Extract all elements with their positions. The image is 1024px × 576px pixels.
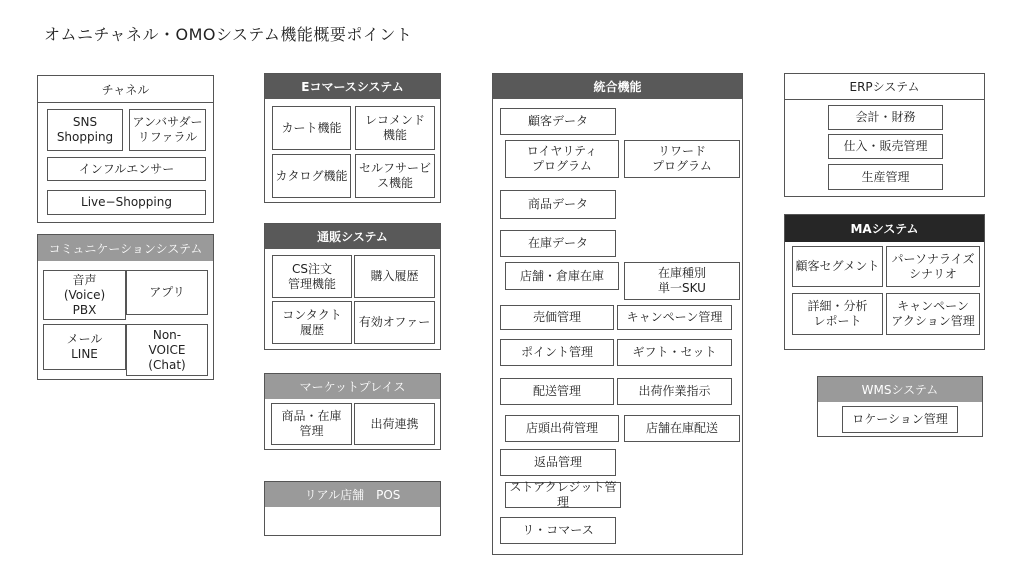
ecommerce-item-recommend: レコメンド 機能 — [355, 106, 435, 150]
integration-item-delivery-management: 配送管理 — [500, 378, 614, 405]
mailorder-panel — [264, 223, 441, 350]
integration-header: 統合機能 — [493, 74, 742, 99]
ma-panel — [784, 214, 985, 350]
marketplace-panel — [264, 373, 441, 450]
integration-item-store-shipping: 店頭出荷管理 — [505, 415, 619, 442]
erp-header: ERPシステム — [785, 74, 984, 100]
integration-item-loyalty-program: ロイヤリティ プログラム — [505, 140, 619, 178]
integration-item-store-credit: ストアクレジット管理 — [505, 482, 621, 508]
pos-header: リアル店舗 POS — [265, 482, 440, 507]
erp-item-purchase-sales: 仕入・販売管理 — [828, 134, 943, 159]
ma-item-analysis-report: 詳細・分析 レポート — [792, 293, 883, 335]
communication-item-voice-pbx: 音声 (Voice) PBX — [43, 270, 126, 320]
integration-item-customer-data: 顧客データ — [500, 108, 616, 135]
integration-item-campaign-management: キャンペーン管理 — [617, 305, 732, 330]
integration-item-stock-data: 在庫データ — [500, 230, 616, 257]
ecommerce-panel — [264, 73, 441, 203]
integration-item-shipping-instruction: 出荷作業指示 — [617, 378, 732, 405]
integration-panel — [492, 73, 743, 555]
channel-item-influencer: インフルエンサー — [47, 157, 206, 181]
ecommerce-item-catalog: カタログ機能 — [272, 154, 351, 198]
integration-item-point-management: ポイント管理 — [500, 339, 614, 366]
channel-header: チャネル — [38, 76, 213, 103]
ma-item-personalize-scenario: パーソナライズ シナリオ — [886, 246, 980, 287]
integration-item-reward-program: リワード プログラム — [624, 140, 740, 178]
communication-item-non-voice: Non- VOICE (Chat) — [126, 324, 208, 376]
integration-item-price-management: 売価管理 — [500, 305, 614, 330]
mailorder-item-valid-offer: 有効オファー — [354, 301, 435, 344]
communication-item-app: アプリ — [126, 270, 208, 315]
integration-item-product-data: 商品データ — [500, 190, 616, 219]
communication-header: コミュニケーションシステム — [38, 235, 213, 261]
integration-item-recommerce: リ・コマース — [500, 517, 616, 544]
mailorder-header: 通販システム — [265, 224, 440, 249]
erp-item-accounting: 会計・財務 — [828, 105, 943, 130]
erp-item-production: 生産管理 — [828, 164, 943, 190]
wms-item-location: ロケーション管理 — [842, 406, 958, 433]
ecommerce-item-cart: カート機能 — [272, 106, 351, 150]
marketplace-item-product-stock: 商品・在庫 管理 — [271, 403, 352, 445]
mailorder-item-purchase-history: 購入履歴 — [354, 255, 435, 298]
marketplace-header: マーケットプレイス — [265, 374, 440, 399]
pos-panel — [264, 481, 441, 536]
wms-header: WMSシステム — [818, 377, 982, 402]
wms-panel — [817, 376, 983, 437]
channel-item-ambassador: アンバサダー リファラル — [129, 109, 206, 151]
integration-item-return-management: 返品管理 — [500, 449, 616, 476]
communication-panel — [37, 234, 214, 380]
integration-item-store-warehouse-stock: 店舗・倉庫在庫 — [505, 262, 619, 290]
channel-item-sns-shopping: SNS Shopping — [47, 109, 123, 151]
ma-item-campaign-action: キャンペーン アクション管理 — [886, 293, 980, 335]
ma-item-customer-segment: 顧客セグメント — [792, 246, 883, 287]
integration-item-store-stock-delivery: 店舗在庫配送 — [624, 415, 740, 442]
ma-header: MAシステム — [785, 215, 984, 242]
mailorder-item-contact-history: コンタクト 履歴 — [272, 301, 352, 344]
channel-item-live-shopping: Live−Shopping — [47, 190, 206, 215]
channel-panel — [37, 75, 214, 223]
mailorder-item-cs-order: CS注文 管理機能 — [272, 255, 352, 298]
communication-item-mail-line: メール LINE — [43, 324, 126, 370]
integration-item-gift-set: ギフト・セット — [617, 339, 732, 366]
integration-item-stock-type-sku: 在庫種別 単一SKU — [624, 262, 740, 300]
ecommerce-header: Eコマースシステム — [265, 74, 440, 99]
page-title: オムニチャネル・OMOシステム機能概要ポイント — [44, 25, 413, 44]
marketplace-item-shipping-link: 出荷連携 — [354, 403, 435, 445]
ecommerce-item-self-service: セルフサービ ス機能 — [355, 154, 435, 198]
erp-panel — [784, 73, 985, 197]
